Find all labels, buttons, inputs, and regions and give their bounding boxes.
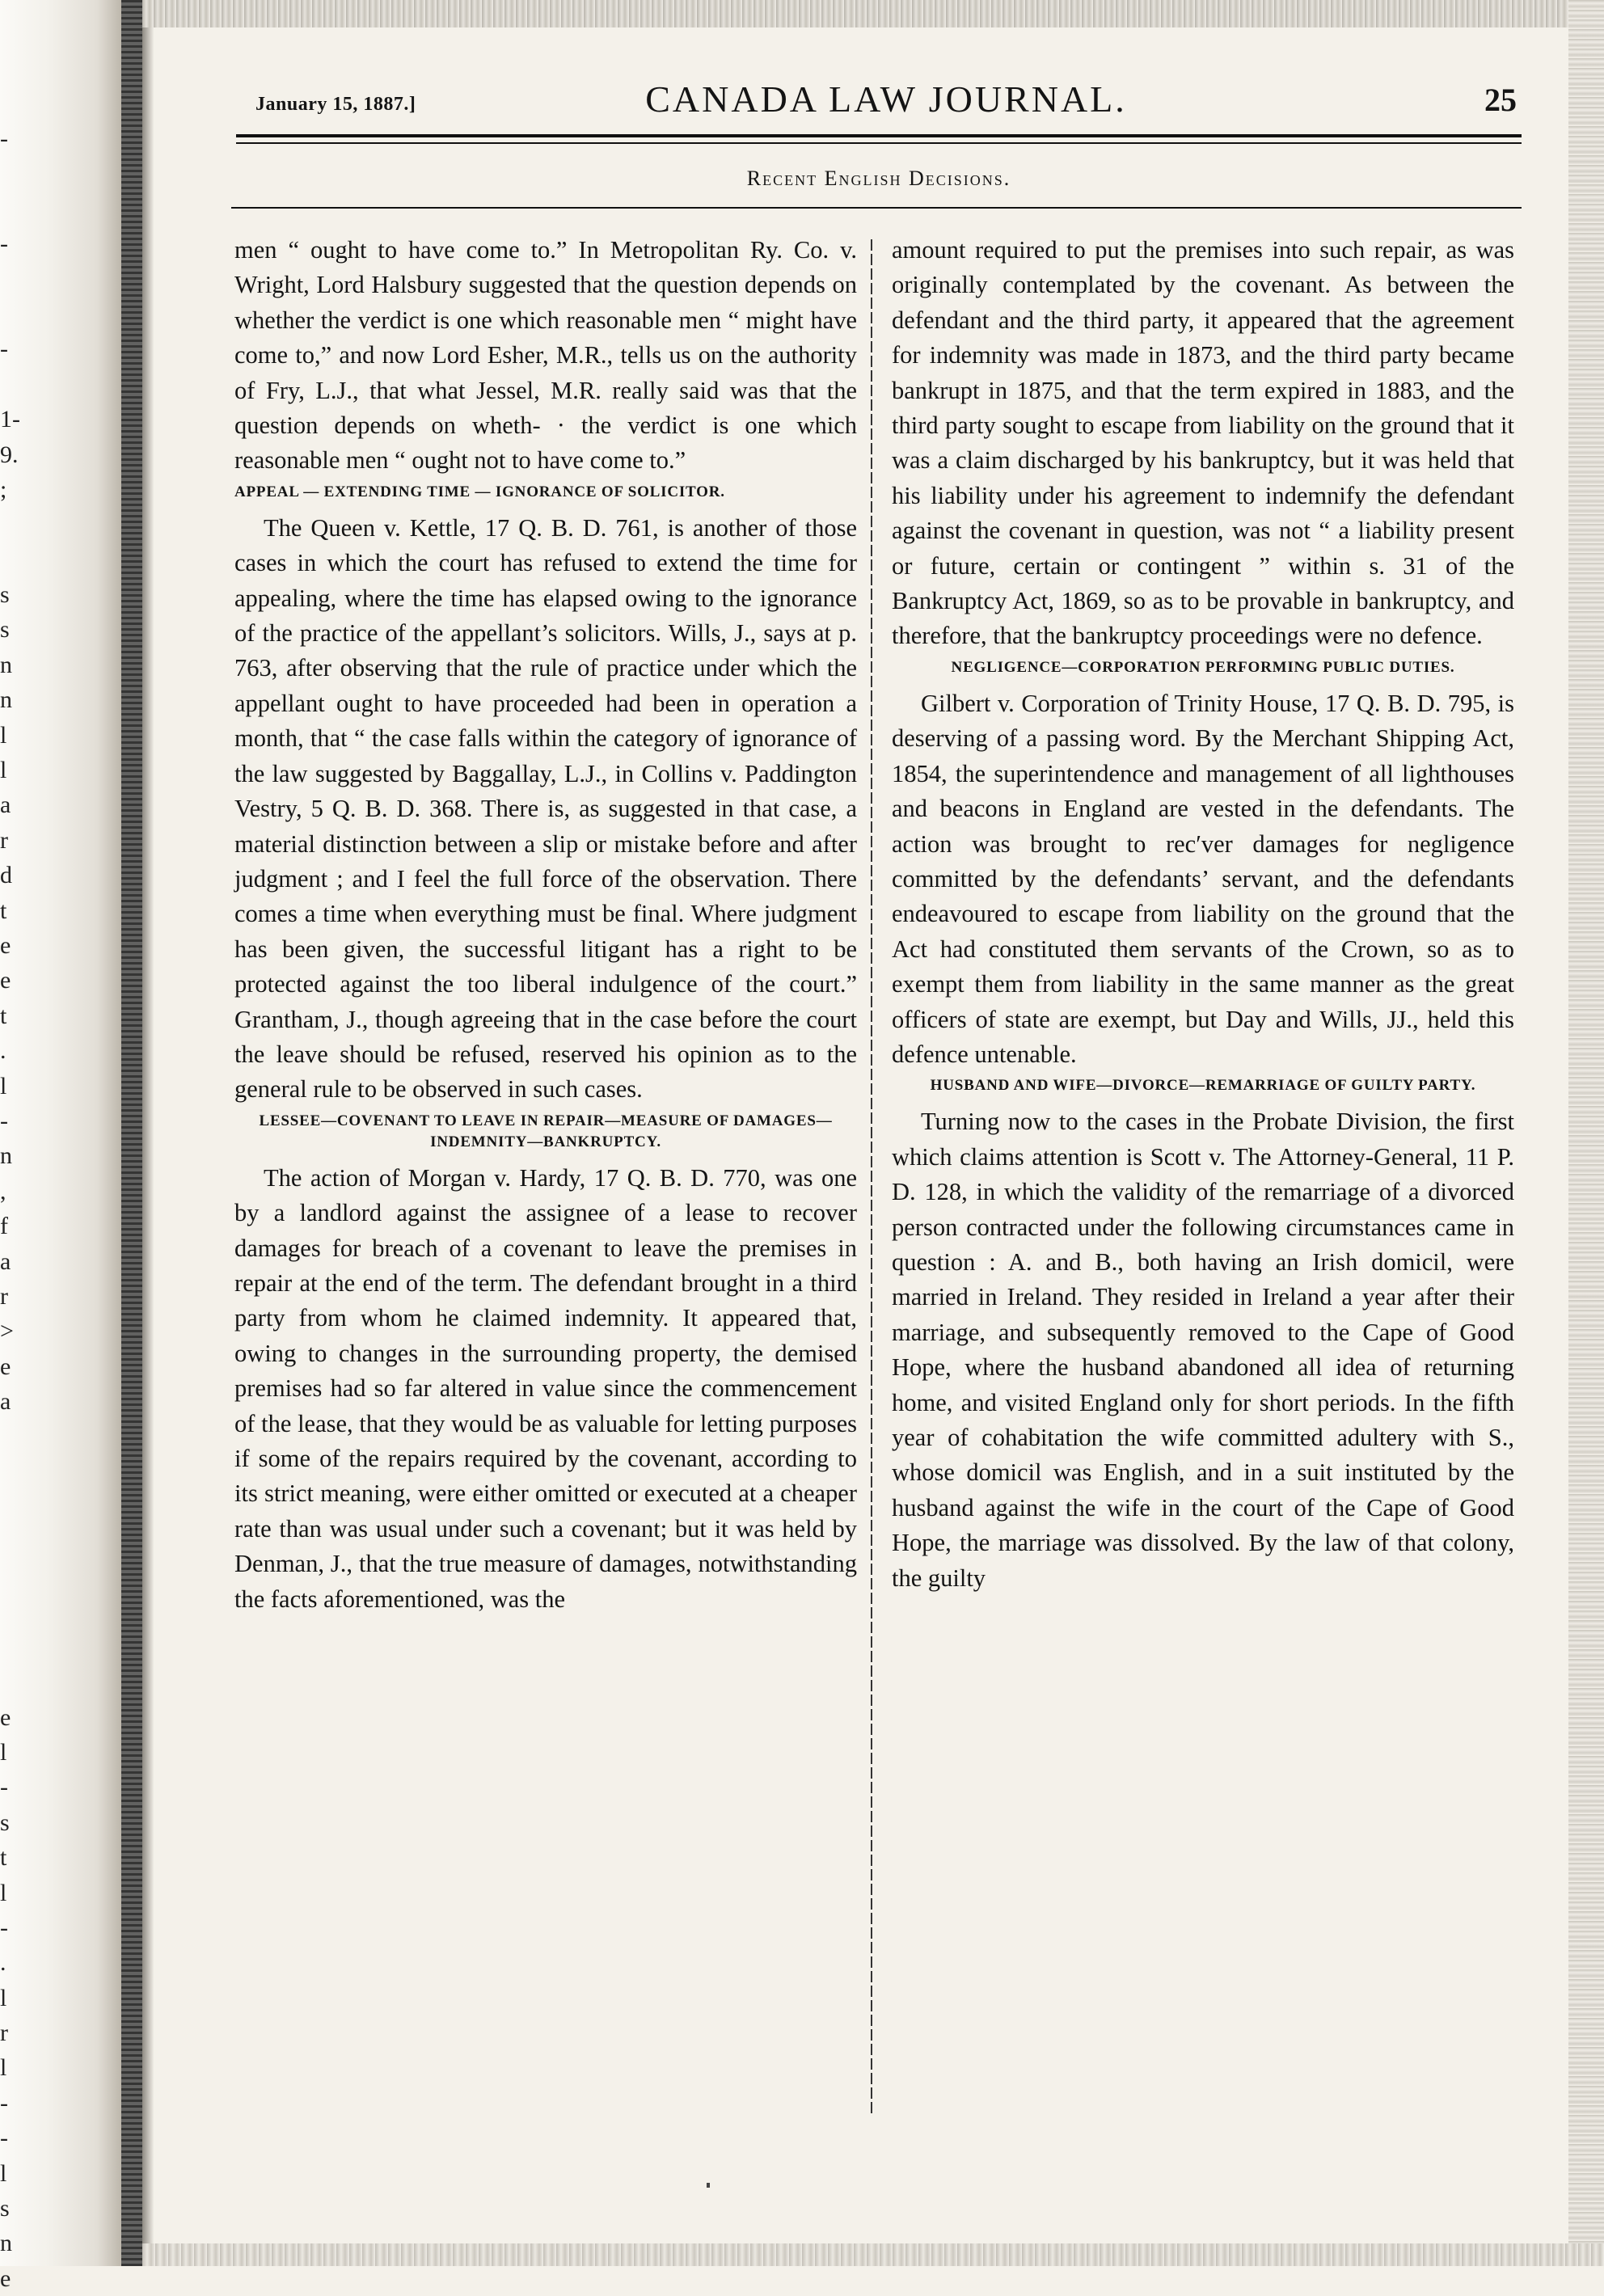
column-divider	[871, 239, 872, 2115]
margin-fragment: n	[0, 1142, 12, 1170]
page-top-edge	[142, 0, 1604, 27]
margin-fragment: ,	[0, 1177, 6, 1205]
margin-fragment: s	[0, 581, 10, 609]
margin-fragment: -	[0, 1914, 8, 1941]
margin-fragment: l	[0, 2054, 7, 2082]
margin-fragment	[0, 297, 23, 331]
margin-fragment	[0, 1594, 23, 1629]
margin-fragment: t	[0, 1844, 7, 1872]
margin-fragment: e	[0, 2264, 11, 2292]
margin-fragment: l	[0, 721, 7, 749]
margin-fragment: .	[0, 1949, 6, 1977]
margin-fragment: r	[0, 1282, 8, 1310]
facing-page-fragments	[0, 121, 23, 2296]
margin-fragment: l	[0, 1072, 7, 1099]
header-rule-thick	[236, 134, 1522, 137]
margin-fragment: t	[0, 1002, 7, 1029]
margin-fragment	[0, 1454, 23, 1489]
margin-fragment: s	[0, 2195, 10, 2222]
margin-fragment: d	[0, 862, 12, 889]
page-bottom-edge	[142, 2243, 1604, 2266]
margin-fragment	[0, 542, 23, 577]
header-rule-thin	[236, 142, 1522, 144]
margin-fragment: r	[0, 826, 8, 854]
margin-fragment: -	[0, 1107, 8, 1134]
paragraph-morgan-v-hardy: The action of Morgan v. Hardy, 17 Q. B. D. 770, was one by a landlord against the assignee of a lease to recover damages for breach of a covenant to leave the premises in repair at the end of the term. The defendant brought in a third party from whom he claimed indemnity. It appeared that, owing to changes in the surrounding property, the demised premises had so far altered in value since the commencement of the lease, that they would be as valuable for letting purposes if some of the repairs required by the covenant, according to its strict meaning, were either omitted or executed at a cheaper rate than was usual under such a covenant; but it was held by Denman, J., that the true measure of damages, notwithstanding the facts aforementioned, was the	[234, 1163, 857, 1613]
margin-fragment	[0, 262, 23, 297]
margin-fragment: e	[0, 1353, 11, 1380]
margin-fragment	[0, 1489, 23, 1524]
margin-fragment: n	[0, 651, 12, 678]
margin-fragment: .	[0, 1037, 6, 1065]
margin-fragment: s	[0, 616, 10, 644]
right-opening-text: amount required to put the premises into such repair, as was originally contemplated by the covenant. As between the defendant and the third party, it appeared that the agreement for indemnity was made in 1873, and the third party became bankrupt in 1875, and that the term expired in 1883, and the third party sought to escape from liability on the ground that it was a claim discharged by his bankruptcy, but it was held that his liability under his agreement to indemnify the defendant against the covenant in question, was not “ a liability present or future, certain or contingent ” within s. 31 of the Bankruptcy Act, 1869, so as to be provable in bankruptcy, and therefore, that the bankruptcy proceedings were no defence.	[892, 236, 1514, 650]
heading-negligence-corporation: NEGLIGENCE—CORPORATION PERFORMING PUBLIC DUTIES.	[951, 658, 1455, 676]
margin-fragment: 9.	[0, 441, 19, 468]
journal-title: CANADA LAW JOURNAL.	[645, 78, 1127, 120]
margin-fragment: l	[0, 1738, 7, 1766]
margin-fragment: a	[0, 791, 11, 819]
paragraph-gilbert-v-trinity-house: Gilbert v. Corporation of Trinity House, 17 Q. B. D. 795, is deserving of a passing word. By the Merchant Shipping Act, 1854, the superintendence and management of all lighthouses and beacons in England are vested in the defendants. The action was brought to rec′ver damages for negligence committed by the defendants’ servant, and the defendants endeavoured to escape from liability on the ground that the Act had constituted them servants of the Crown, so as to exempt them from liability in the same manner as the great officers of state are exempt, but Day and Wills, JJ., held this defence untenable.	[892, 689, 1514, 1068]
margin-fragment	[0, 1419, 23, 1454]
printer-mark	[707, 2183, 710, 2188]
binding-shadow	[142, 0, 154, 2266]
section-rule	[231, 207, 1522, 209]
margin-fragment	[0, 1665, 23, 1699]
margin-fragment: -	[0, 2089, 8, 2117]
margin-fragment: e	[0, 1703, 11, 1731]
margin-fragment	[0, 507, 23, 542]
running-header	[255, 78, 1517, 134]
margin-fragment	[0, 1630, 23, 1665]
margin-fragment: a	[0, 1247, 11, 1275]
margin-fragment: e	[0, 931, 11, 959]
heading-lessee-covenant: LESSEE—COVENANT TO LEAVE IN REPAIR—MEASURE OF DAMAGES—INDEMNITY—BANKRUPTCY.	[259, 1112, 833, 1150]
paragraph-scott-v-attorney-general: Turning now to the cases in the Probate Division, the first which claims attention is Scott v. The Attorney-General, 11 P. D. 128, in which the validity of the remarriage of a divorced person contracted under the following circumstances came in question : A. and B., both having an Irish domicil, were married in Ireland. They resided in Ireland a year after their marriage, and subsequently removed to the Cape of Good Hope, where the husband abandoned all idea of returning home, and visited England only for short periods. In the fifth year of cohabitation the wife committed adultery with S., whose domicil was English, and in a suit instituted by the husband against the wife in the court of the Cape of Good Hope, the marriage was dissolved. By the law of that colony, the guilty	[892, 1108, 1514, 1592]
margin-fragment: l	[0, 1984, 7, 2011]
margin-fragment	[0, 367, 23, 402]
margin-fragment: l	[0, 1879, 7, 1906]
right-column	[892, 233, 1514, 1596]
margin-fragment: r	[0, 2020, 8, 2047]
left-opening-text: men “ ought to have come to.” In Metropolitan Ry. Co. v. Wright, Lord Halsbury suggested that the question depends on whether the verdict is one which reasonable men “ might have come to,” and now Lord Esher, M.R., tells us on the authority of Fry, L.J., that what Jessel, M.R. really said was that the question depends on wheth- · the verdict is one which reasonable men “ ought not to have come to.”	[234, 236, 857, 475]
left-column	[234, 233, 857, 1617]
margin-fragment: -	[0, 2125, 8, 2152]
margin-fragment: s	[0, 1809, 10, 1836]
paragraph-queen-v-kettle: The Queen v. Kettle, 17 Q. B. D. 761, is another of those cases in which the court has refused to extend the time for appealing, where the time has elapsed owing to the ignorance of the practice of the appellant’s solicitors. Wills, J., says at p. 763, after observing that the rule of practice under which the appellant ought to have proceeded had been in operation a month, that “ the case falls within the category of ignorance of the law suggested by Baggallay, L.J., in Collins v. Paddington Vestry, 5 Q. B. D. 368. There is, as suggested in that case, a material distinction between a slip or mistake before and after judgment ; and I feel the full force of the observation. There comes a time when everything must be final. Where judgment has been given, the successful litigant has a right to be protected against the too liberal indulgence of the court.” Grantham, J., though agreeing that in the case before the court the leave should be refused, reserved his opinion as to the general rule to be observed in such cases.	[234, 513, 857, 1104]
margin-fragment: -	[0, 1774, 8, 1801]
margin-fragment: ;	[0, 475, 7, 503]
margin-fragment	[0, 192, 23, 226]
margin-fragment: f	[0, 1213, 8, 1240]
margin-fragment: e	[0, 967, 11, 994]
margin-fragment: >	[0, 1318, 14, 1345]
margin-fragment: -	[0, 230, 8, 258]
book-binding	[121, 0, 142, 2266]
margin-fragment: 1-	[0, 406, 20, 433]
margin-fragment: l	[0, 757, 7, 784]
margin-fragment: -	[0, 125, 8, 152]
margin-fragment: -	[0, 336, 8, 363]
margin-fragment: a	[0, 1388, 11, 1416]
margin-fragment: n	[0, 686, 12, 714]
margin-fragment: l	[0, 2159, 7, 2187]
margin-fragment: n	[0, 2230, 12, 2257]
heading-husband-and-wife: HUSBAND AND WIFE—DIVORCE—REMARRIAGE OF GUILTY PARTY.	[930, 1077, 1476, 1095]
margin-fragment: t	[0, 897, 7, 924]
margin-fragment	[0, 156, 23, 191]
header-date: January 15, 1887.]	[255, 94, 416, 115]
page-right-edge	[1568, 0, 1604, 2266]
margin-fragment	[0, 1560, 23, 1594]
margin-fragment	[0, 1525, 23, 1560]
section-heading: Recent English Decisions.	[746, 167, 1011, 190]
page-number: 25	[1484, 82, 1517, 118]
heading-appeal-extending-time: APPEAL — EXTENDING TIME — IGNORANCE OF SOLICITOR.	[234, 483, 725, 500]
